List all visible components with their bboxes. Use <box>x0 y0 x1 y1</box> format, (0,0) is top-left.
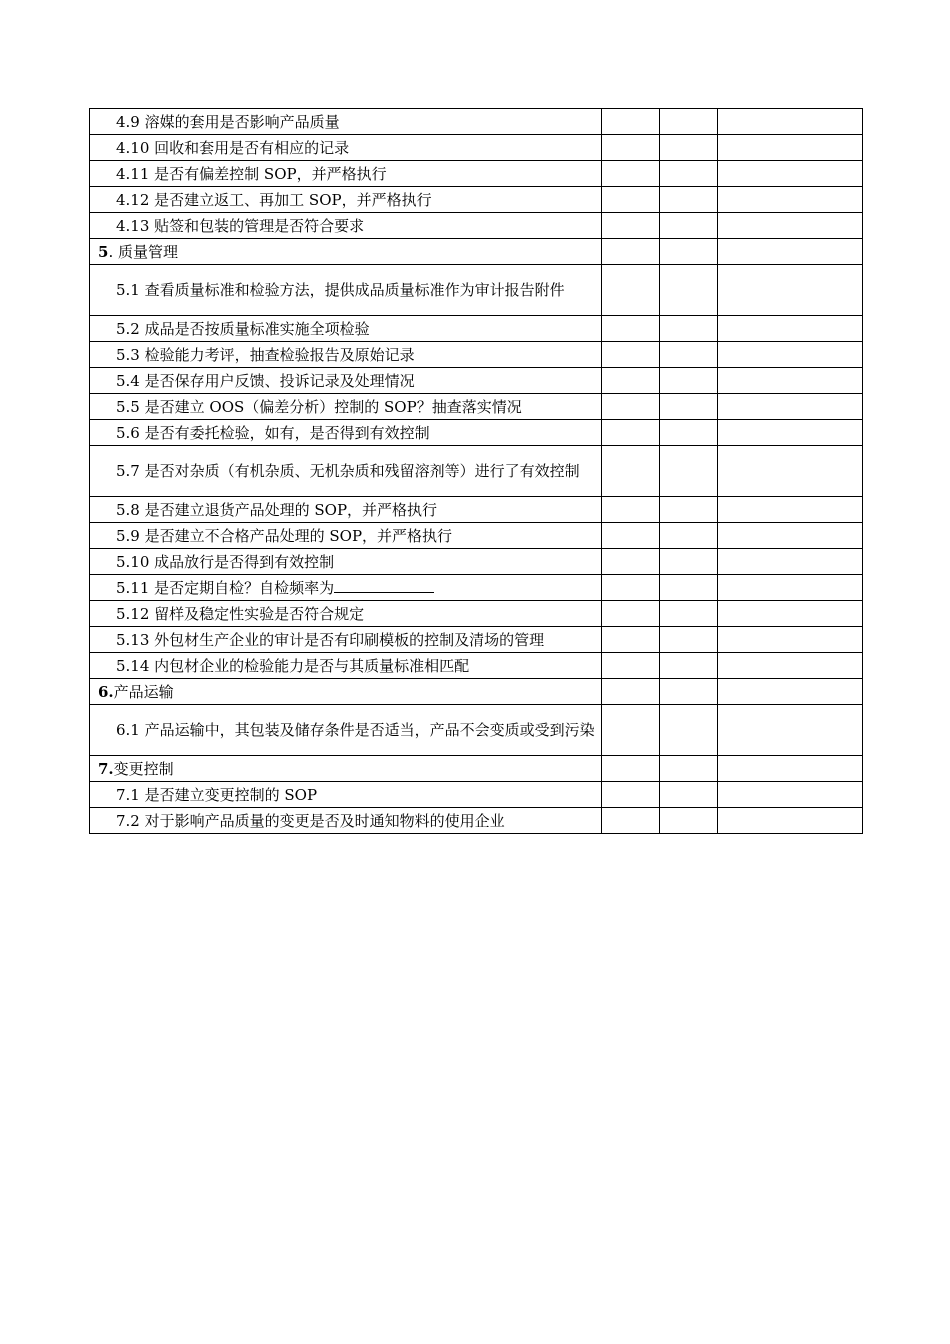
check-cell-yes[interactable] <box>602 679 660 705</box>
item-cell <box>90 420 602 446</box>
item-cell <box>90 109 602 135</box>
table-row <box>90 420 863 446</box>
item-text: 5.3 检验能力考评，抽查检验报告及原始记录 <box>116 345 415 364</box>
section-row <box>90 239 863 265</box>
item-cell <box>90 446 602 497</box>
section-heading-cell <box>90 239 602 265</box>
item-text: 7.1 是否建立变更控制的 SOP <box>116 785 318 804</box>
check-cell-yes[interactable] <box>602 497 660 523</box>
section-row <box>90 679 863 705</box>
check-cell-no[interactable] <box>660 446 718 497</box>
item-cell <box>90 368 602 394</box>
table-row <box>90 342 863 368</box>
check-cell-yes[interactable] <box>602 756 660 782</box>
item-text: 5.5 是否建立 OOS（偏差分析）控制的 SOP？抽查落实情况 <box>116 397 522 416</box>
remark-cell[interactable] <box>718 161 863 187</box>
section-title: . 质量管理 <box>108 242 178 261</box>
remark-cell[interactable] <box>718 601 863 627</box>
remark-cell[interactable] <box>718 808 863 834</box>
section-title: 产品运输 <box>113 682 174 701</box>
table-row <box>90 213 863 239</box>
table-row <box>90 808 863 834</box>
check-cell-yes[interactable] <box>602 420 660 446</box>
remark-cell[interactable] <box>718 575 863 601</box>
remark-cell[interactable] <box>718 653 863 679</box>
item-cell <box>90 627 602 653</box>
check-cell-yes[interactable] <box>602 653 660 679</box>
item-text: 4.13 贴签和包装的管理是否符合要求 <box>116 216 365 235</box>
remark-cell[interactable] <box>718 213 863 239</box>
item-text: 5.2 成品是否按质量标准实施全项检验 <box>116 319 370 338</box>
item-text: 5.10 成品放行是否得到有效控制 <box>116 552 335 571</box>
item-text: 5.14 内包材企业的检验能力是否与其质量标准相匹配 <box>116 656 470 675</box>
item-text: 5.1 查看质量标准和检验方法，提供成品质量标准作为审计报告附件 <box>116 281 565 299</box>
check-cell-no[interactable] <box>660 575 718 601</box>
section-heading-cell <box>90 756 602 782</box>
table-row <box>90 627 863 653</box>
check-cell-no[interactable] <box>660 679 718 705</box>
table-row <box>90 523 863 549</box>
remark-cell[interactable] <box>718 316 863 342</box>
item-text: 5.12 留样及稳定性实验是否符合规定 <box>116 604 365 623</box>
remark-cell[interactable] <box>718 705 863 756</box>
check-cell-yes[interactable] <box>602 316 660 342</box>
table-row <box>90 368 863 394</box>
item-text: 5.7 是否对杂质（有机杂质、无机杂质和残留溶剂等）进行了有效控制 <box>116 462 580 480</box>
check-cell-no[interactable] <box>660 808 718 834</box>
remark-cell[interactable] <box>718 549 863 575</box>
check-cell-no[interactable] <box>660 135 718 161</box>
check-cell-yes[interactable] <box>602 265 660 316</box>
check-cell-yes[interactable] <box>602 549 660 575</box>
check-cell-yes[interactable] <box>602 782 660 808</box>
check-cell-no[interactable] <box>660 420 718 446</box>
item-text: 5.9 是否建立不合格产品处理的 SOP，并严格执行 <box>116 526 453 545</box>
table-row <box>90 265 863 316</box>
item-text: 7.2 对于影响产品质量的变更是否及时通知物料的使用企业 <box>116 811 505 830</box>
check-cell-no[interactable] <box>660 342 718 368</box>
item-cell <box>90 497 602 523</box>
item-text: 5.11 是否定期自检？自检频率为 <box>116 579 335 597</box>
check-cell-yes[interactable] <box>602 368 660 394</box>
check-cell-no[interactable] <box>660 316 718 342</box>
check-cell-yes[interactable] <box>602 213 660 239</box>
item-text: 4.10 回收和套用是否有相应的记录 <box>116 138 350 157</box>
check-cell-no[interactable] <box>660 549 718 575</box>
check-cell-yes[interactable] <box>602 446 660 497</box>
table-row <box>90 575 863 601</box>
item-cell <box>90 316 602 342</box>
item-text: 5.13 外包材生产企业的审计是否有印刷模板的控制及清场的管理 <box>116 630 545 649</box>
check-cell-no[interactable] <box>660 782 718 808</box>
item-cell <box>90 575 602 601</box>
remark-cell[interactable] <box>718 756 863 782</box>
item-text: 4.11 是否有偏差控制 SOP，并严格执行 <box>116 164 387 183</box>
check-cell-yes[interactable] <box>602 601 660 627</box>
remark-cell[interactable] <box>718 446 863 497</box>
remark-cell[interactable] <box>718 109 863 135</box>
item-cell <box>90 523 602 549</box>
item-cell <box>90 394 602 420</box>
check-cell-no[interactable] <box>660 705 718 756</box>
item-cell <box>90 342 602 368</box>
section-number: 7. <box>98 759 114 778</box>
item-text: 5.6 是否有委托检验，如有，是否得到有效控制 <box>116 423 430 442</box>
item-cell <box>90 549 602 575</box>
table-row <box>90 109 863 135</box>
table-row <box>90 394 863 420</box>
check-cell-yes[interactable] <box>602 342 660 368</box>
check-cell-no[interactable] <box>660 756 718 782</box>
check-cell-yes[interactable] <box>602 808 660 834</box>
item-text: 5.8 是否建立退货产品处理的 SOP，并严格执行 <box>116 500 438 519</box>
check-cell-yes[interactable] <box>602 239 660 265</box>
item-cell <box>90 601 602 627</box>
check-cell-no[interactable] <box>660 394 718 420</box>
check-cell-no[interactable] <box>660 523 718 549</box>
table-row <box>90 653 863 679</box>
check-cell-yes[interactable] <box>602 705 660 756</box>
check-cell-no[interactable] <box>660 109 718 135</box>
check-cell-yes[interactable] <box>602 394 660 420</box>
remark-cell[interactable] <box>718 394 863 420</box>
remark-cell[interactable] <box>718 627 863 653</box>
section-row <box>90 756 863 782</box>
remark-cell[interactable] <box>718 523 863 549</box>
section-number: 5 <box>98 242 109 261</box>
table-row <box>90 135 863 161</box>
table-row <box>90 161 863 187</box>
check-cell-no[interactable] <box>660 653 718 679</box>
table-row <box>90 782 863 808</box>
check-cell-no[interactable] <box>660 368 718 394</box>
table-row <box>90 446 863 497</box>
fill-in-blank[interactable] <box>334 575 434 593</box>
remark-cell[interactable] <box>718 679 863 705</box>
remark-cell[interactable] <box>718 368 863 394</box>
check-cell-yes[interactable] <box>602 161 660 187</box>
check-cell-no[interactable] <box>660 265 718 316</box>
item-cell <box>90 135 602 161</box>
item-cell <box>90 265 602 316</box>
check-cell-yes[interactable] <box>602 135 660 161</box>
table-row <box>90 316 863 342</box>
remark-cell[interactable] <box>718 265 863 316</box>
section-title: 变更控制 <box>113 759 174 778</box>
item-cell <box>90 213 602 239</box>
section-heading-cell <box>90 679 602 705</box>
item-cell <box>90 705 602 756</box>
check-cell-no[interactable] <box>660 497 718 523</box>
item-cell <box>90 808 602 834</box>
remark-cell[interactable] <box>718 239 863 265</box>
check-cell-yes[interactable] <box>602 109 660 135</box>
section-number: 6. <box>98 682 114 701</box>
check-cell-yes[interactable] <box>602 187 660 213</box>
item-cell <box>90 653 602 679</box>
item-cell <box>90 161 602 187</box>
item-text: 5.4 是否保存用户反馈、投诉记录及处理情况 <box>116 371 415 390</box>
table-row <box>90 549 863 575</box>
check-cell-no[interactable] <box>660 601 718 627</box>
check-cell-yes[interactable] <box>602 523 660 549</box>
check-cell-no[interactable] <box>660 161 718 187</box>
item-cell <box>90 187 602 213</box>
item-cell <box>90 782 602 808</box>
table-row <box>90 497 863 523</box>
table-row <box>90 187 863 213</box>
check-cell-yes[interactable] <box>602 575 660 601</box>
check-cell-yes[interactable] <box>602 627 660 653</box>
remark-cell[interactable] <box>718 497 863 523</box>
check-cell-no[interactable] <box>660 187 718 213</box>
table-row <box>90 601 863 627</box>
check-cell-no[interactable] <box>660 213 718 239</box>
check-cell-no[interactable] <box>660 627 718 653</box>
remark-cell[interactable] <box>718 135 863 161</box>
remark-cell[interactable] <box>718 420 863 446</box>
check-cell-no[interactable] <box>660 239 718 265</box>
item-text: 6.1 产品运输中，其包装及储存条件是否适当，产品不会变质或受到污染 <box>116 721 595 739</box>
table-row <box>90 705 863 756</box>
audit-checklist-table <box>89 108 863 834</box>
remark-cell[interactable] <box>718 782 863 808</box>
remark-cell[interactable] <box>718 187 863 213</box>
item-text: 4.12 是否建立返工、再加工 SOP，并严格执行 <box>116 190 432 209</box>
remark-cell[interactable] <box>718 342 863 368</box>
item-text: 4.9 溶媒的套用是否影响产品质量 <box>116 112 340 131</box>
